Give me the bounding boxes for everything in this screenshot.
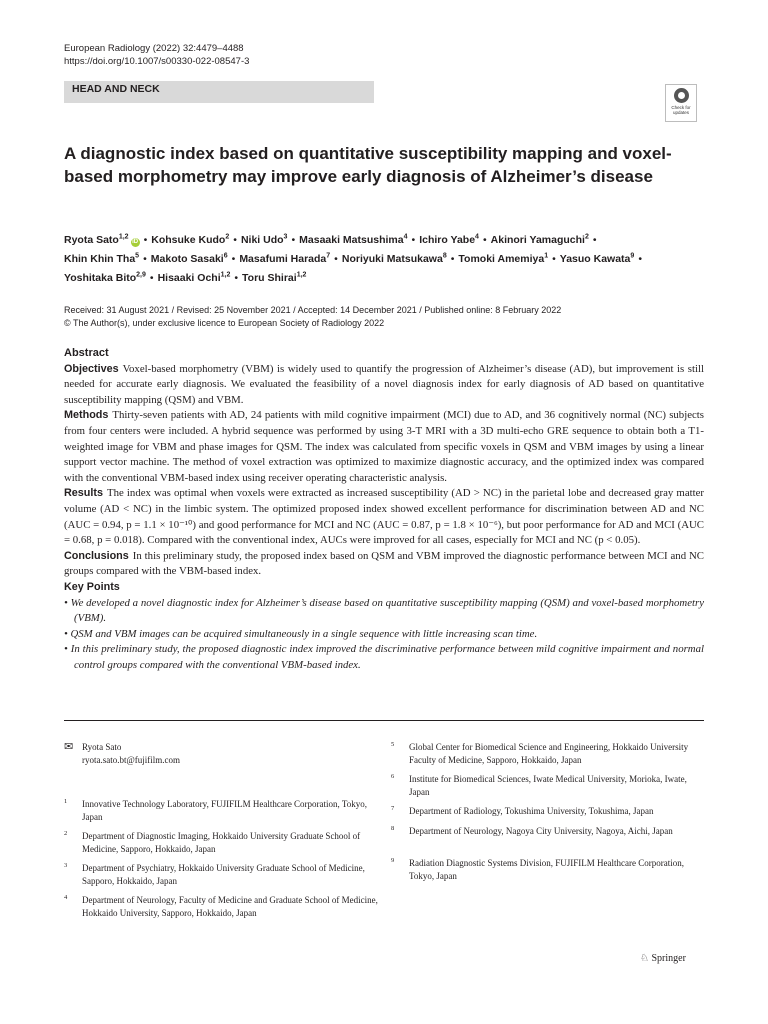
author[interactable]: Kohsuke Kudo$^2$ [151,233,230,246]
affiliation: Global Center for Biomedical Science and Engineering, Hokkaido University Faculty of Medicine, Sapporo, Hokkaido, Japan [409,742,689,765]
key-point: • We developed a novel diagnostic index for Alzheimer’s disease based on quantitative susceptibility mapping (QSM) and voxel-based morphometry (VBM). [64,596,704,625]
author[interactable]: Noriyuki Matsukawa$^8$ [341,252,447,265]
author[interactable]: Yasuo Kawata$^9$ [559,252,635,265]
affiliation: Institute for Biomedical Sciences, Iwate Medical University, Morioka, Iwate, Japan [409,774,687,797]
author[interactable]: Toru Shirai$^{1,2}$ [242,271,307,284]
affiliation: Department of Radiology, Tokushima University, Tokushima, Japan [409,806,654,816]
article-title: A diagnostic index based on quantitative susceptibility mapping and voxel-based morphometry may improve early diagnosis of Alzheimer’s disease [64,144,672,186]
publisher-logo: ♘ Springer [640,953,686,964]
author-list: Ryota Sato$^{1,2}$iD • Kohsuke Kudo$^2$ • Niki Udo$^3$ • Masaaki Matsushima$^4$ • Ichiro Yabe$^4$ • Akinori Yamaguchi$^2$ • Khin Khin Tha$^5$ • Makoto Sasaki$^6$ • Masafumi Harada$^7$ • Noriyuki Matsukawa$^8$ • Tomoki Amemiya$^1$ • Yasuo Kawata$^9$ • Yoshitaka Bito$^{2,9}$ • Hisaaki Ochi$^{1,2}$ • Toru Shirai$^{1,2}$ [64,233,642,284]
abstract-conclusions: Conclusions In this preliminary study, the proposed index based on QSM and VBM improved the diagnostic performance between MCI and NC groups compared with the VBM-based index. [64,549,704,578]
author[interactable]: Khin Khin Tha$^5$ [64,252,140,265]
key-point: • In this preliminary study, the proposed diagnostic index improved the discriminative performance between mild cognitive impairment and normal control groups compared with the conventional VBM-based index. [64,643,704,671]
author[interactable]: Ichiro Yabe$^4$ [419,233,479,246]
abstract-objectives: Objectives Voxel-based morphometry (VBM) is widely used to quantify the progression of Alzheimer’s disease (AD), but improvement is still needed for accurate early diagnosis. We evaluated the feasibility of a novel diagnosis index for early diagnosis of AD based on quantitative susceptibility mapping (QSM) and VBM. [64,362,704,406]
affiliation: Department of Diagnostic Imaging, Hokkaido University Graduate School of Medicine, Sapporo, Hokkaido, Japan [82,831,361,854]
affiliation: Department of Psychiatry, Hokkaido University Graduate School of Medicine, Sapporo, Hokkaido, Japan [82,863,365,886]
author[interactable]: Niki Udo$^3$ [240,233,288,246]
key-point: • QSM and VBM images can be acquired simultaneously in a single sequence with little increasing scan time. [64,627,538,640]
envelope-icon: ✉ [64,741,74,753]
copyright-notice: © The Author(s), under exclusive licence to European Society of Radiology 2022 [64,318,385,328]
check-updates-text: Check for updates [671,105,691,115]
affiliations-right: 5 Global Center for Biomedical Science and Engineering, Hokkaido University Faculty of Medicine, Sapporo, Hokkaido, Japan 6 Institute for Biomedical Sciences, Iwate Medical University, Morioka, Iwate, Japan 7 Department of Radiology, Tokushima University, Tokushima, Japan 8 Department of Neurology, Nagoya City University, Nagoya, Aichi, Japan 9 Radiation Diagnostic Systems Division, FUJIFILM Healthcare Corporation, Tokyo, Japan [391,741,711,891]
orcid-icon[interactable]: iD [132,238,139,245]
publication-dates: Received: 31 August 2021 / Revised: 25 November 2021 / Accepted: 14 December 2021 / Published online: 8 February 2022 [64,305,562,315]
journal-citation: European Radiology (2022) 32:4479–4488 [64,43,244,54]
abstract-results: Results The index was optimal when voxels were extracted as increased susceptibility (AD > NC) in the parietal lobe and decreased gray matter volume (AD < NC) in the limbic system. The optimized proposed index showed excellent performance for discrimination between AD and NC (AUC = 0.94, p = 1.1 × 10⁻¹⁰) and good performance for MCI and NC (AUC = 0.87, p = 1.8 × 10⁻⁶), but poor performance for AD and MCI (AUC = 0.68, p = 0.018). Compared with the conventional index, AUCs were improved for all cases, especially for MCI and NC (p < 0.05). [64,487,704,547]
doi-link[interactable]: https://doi.org/10.1007/s00330-022-08547-3 [64,56,250,67]
key-points-heading: Key Points [64,580,120,593]
abstract [64,346,704,673]
corresponding-author: Ryota Sato [82,742,122,752]
check-updates-icon [674,88,689,103]
corresponding-email[interactable]: ryota.sato.bt@fujifilm.com [82,755,181,765]
author[interactable]: Tomoki Amemiya$^1$ [458,252,549,265]
springer-horse-icon: ♘ [640,953,649,964]
affiliation: Department of Neurology, Faculty of Medicine and Graduate School of Medicine, Hokkaido University, Sapporo, Hokkaido, Japan [82,895,378,918]
author[interactable]: Akinori Yamaguchi$^2$ [490,233,589,246]
author[interactable]: Makoto Sasaki$^6$ [150,252,228,265]
affiliation: Innovative Technology Laboratory, FUJIFILM Healthcare Corporation, Tokyo, Japan [82,799,368,822]
correspondence [64,741,364,771]
abstract-methods: Methods Thirty-seven patients with AD, 24 patients with mild cognitive impairment (MCI) due to AD, and 36 cognitively normal (NC) subjects from four centers were included. A hybrid sequence was performed by using 3-T MRI with a 3D multi-echo GRE sequence to obtain both a T1-weighted image for VBM and phase images for QSM. The index was calculated from specific voxels in QSM and VBM images by using a linear support vector machine. The method of voxel extraction was optimized to maximize diagnostic accuracy, and the optimized index was compared with the conventional VBM-based index using receiver operating characteristic analysis. [64,409,704,484]
check-for-updates-badge[interactable] [665,84,697,122]
affiliation: Department of Neurology, Nagoya City University, Nagoya, Aichi, Japan [409,826,673,836]
key-points-list [64,596,704,674]
author[interactable]: Yoshitaka Bito$^{2,9}$ [64,271,146,284]
journal-header [64,42,249,68]
affiliation: Radiation Diagnostic Systems Division, FUJIFILM Healthcare Corporation, Tokyo, Japan [409,858,684,881]
author[interactable]: Masaaki Matsushima$^4$ [299,233,408,246]
affiliations-left: 1 Innovative Technology Laboratory, FUJIFILM Healthcare Corporation, Tokyo, Japan 2 Department of Diagnostic Imaging, Hokkaido University Graduate School of Medicine, Sapporo, Hokkaido, Japan 3 Department of Psychiatry, Hokkaido University Graduate School of Medicine, Sapporo, Hokkaido, Japan 4 Department of Neurology, Faculty of Medicine and Graduate School of Medicine, Hokkaido University, Sapporo, Hokkaido, Japan [64,798,384,928]
author[interactable]: Masafumi Harada$^7$ [239,252,331,265]
author[interactable]: Hisaaki Ochi$^{1,2}$ [157,271,231,284]
footnote-divider [64,720,704,721]
abstract-heading: Abstract [64,347,109,359]
section-label: HEAD AND NECK [64,81,374,103]
author[interactable]: Ryota Sato$^{1,2}$iD [64,233,139,246]
